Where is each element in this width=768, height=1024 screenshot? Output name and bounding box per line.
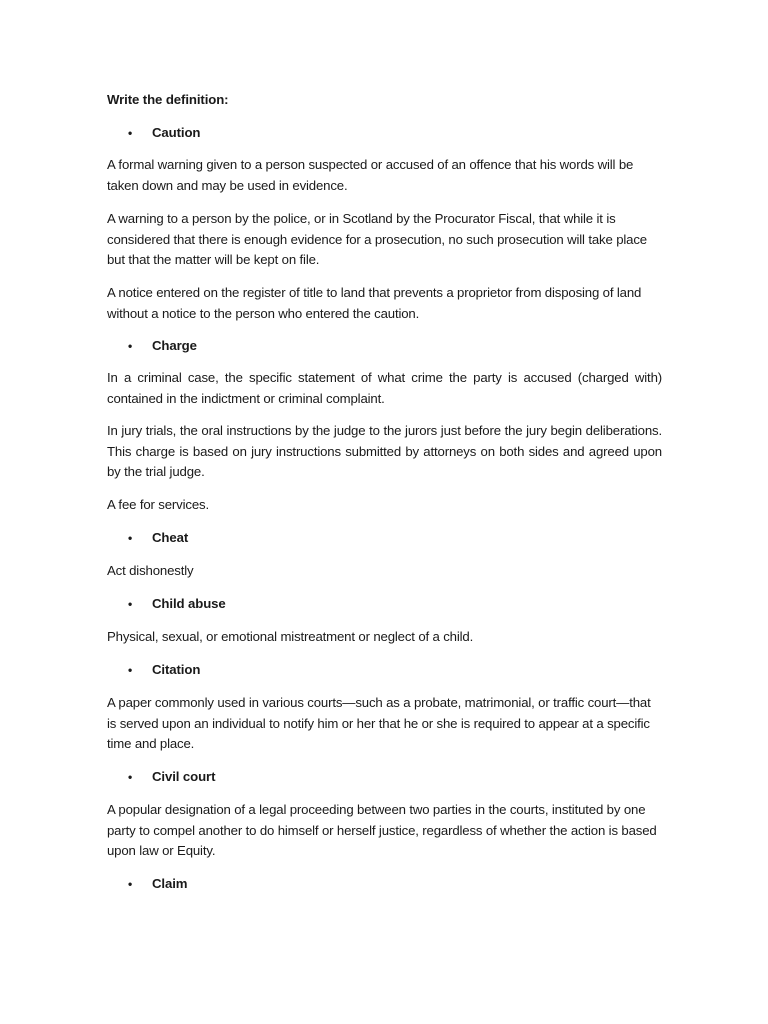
term-label: Child abuse <box>152 596 226 611</box>
term-label: Charge <box>152 338 197 353</box>
definition-caution-2: A warning to a person by the police, or in Scotland by the Procurator Fiscal, that while it is considered that there is enough evidence for a prosecution, no such prosecution will take place but that the matter will be kept on file. <box>107 211 647 267</box>
bullet-icon: • <box>128 597 133 611</box>
term-civil-court <box>128 769 215 784</box>
term-label: Civil court <box>152 769 216 784</box>
term-label: Caution <box>152 125 201 140</box>
definition-civil-court-1: A popular designation of a legal proceeding between two parties in the courts, instituted by one party to compel another to do himself or herself justice, regardless of whether the action is based upon law or Equity. <box>107 802 657 858</box>
definition-caution-3: A notice entered on the register of title to land that prevents a proprietor from disposing of land without a notice to the person who entered the caution. <box>107 285 642 321</box>
term-charge <box>128 338 197 353</box>
term-label: Cheat <box>152 530 189 545</box>
definition-charge-1: In a criminal case, the specific statement of what crime the party is accused (charged with) contained in the indictment or criminal complaint. <box>107 370 662 406</box>
definition-citation-1: A paper commonly used in various courts—such as a probate, matrimonial, or traffic court—that is served upon an individual to notify him or her that he or she is required to appear at a specific time and place. <box>107 695 651 751</box>
term-cheat <box>128 530 188 545</box>
definition-cheat-1: Act dishonestly <box>107 563 194 578</box>
definition-charge-3: A fee for services. <box>107 497 209 512</box>
definition-caution-1: A formal warning given to a person suspected or accused of an offence that his words will be taken down and may be used in evidence. <box>107 157 634 193</box>
term-label: Citation <box>152 662 201 677</box>
bullet-icon: • <box>128 770 133 784</box>
bullet-icon: • <box>128 531 133 545</box>
definition-charge-2: In jury trials, the oral instructions by the judge to the jurors just before the jury begin deliberations. This charge is based on jury instructions submitted by attorneys on both sides and agreed upon by the trial judge. <box>107 423 662 479</box>
bullet-icon: • <box>128 126 133 140</box>
term-child-abuse <box>128 596 226 611</box>
term-caution <box>128 125 200 140</box>
term-claim <box>128 876 187 891</box>
term-label: Claim <box>152 876 188 891</box>
document-heading: Write the definition: <box>107 92 229 107</box>
bullet-icon: • <box>128 663 133 677</box>
bullet-icon: • <box>128 339 133 353</box>
bullet-icon: • <box>128 877 133 891</box>
definition-child-abuse-1: Physical, sexual, or emotional mistreatment or neglect of a child. <box>107 629 474 644</box>
term-citation <box>128 662 200 677</box>
